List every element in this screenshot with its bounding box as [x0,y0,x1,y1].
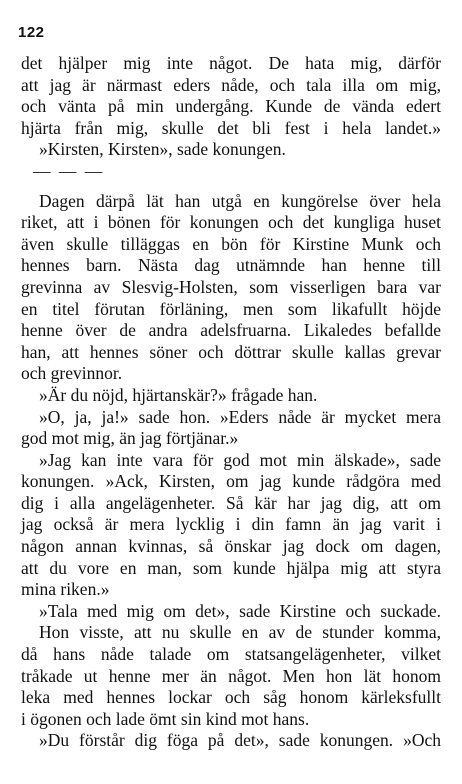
text-line: och grevinnor. [21,363,123,384]
text-line: att du vore en man, som kunde hjälpa mig att styra [21,557,441,578]
text-line: »Jag kan inte vara för god mot min älskade», sade [39,449,441,470]
text-line: han, att hennes söner och döttrar skulle kallas grevar [21,341,441,362]
text-line: någon annan kvinnas, så önskar jag dock om dagen, [21,536,441,557]
text-line: grevinna av Slesvig-Holsten, som visserligen bara var [21,276,441,297]
text-line: god mot mig, än jag förtjänar.» [21,428,239,449]
text-line: »O, ja, ja!» sade hon. »Eders nåde är mycket mera [39,406,441,427]
text-line: Hon visste, att nu skulle en av de stunder komma, [39,622,441,643]
text-line: henne över de andra adelsfruarna. Likaledes befallde [21,320,441,341]
section-break: — — — [33,160,105,181]
text-line: »Tala med mig om det», sade Kirstine och suckade. [39,600,441,621]
text-line: och vänta på min undergång. Kunde de vända edert [21,96,441,117]
text-line: att jag är närmast eders nåde, och tala illa om mig, [21,74,441,95]
text-line: tråkade ut henne mer än något. Men hon lät honom [21,665,441,686]
body-text [21,53,441,752]
text-line: Dagen därpå lät han utgå en kungörelse över hela [39,190,441,211]
text-line: en titel förutan förläning, men som likafullt höjde [21,298,441,319]
text-line: »Du förstår dig föga på det», sade konungen. »Och [39,730,441,751]
text-line: hjärta från mig, skulle det bli fest i hela landet.» [21,117,441,138]
text-line: riket, att i bönen för konungen och det kungliga huset [21,212,441,233]
text-line: leka med hennes lockar och såg honom kärleksfullt [21,687,441,708]
text-line: då hans nåde talade om statsangelägenheter, vilket [21,644,441,665]
paragraph-gap [21,183,441,191]
text-line: det hjälper mig inte något. De hata mig, därför [21,53,441,73]
text-line: mina riken.» [21,579,110,600]
text-line: konungen. »Ack, Kirsten, om jag kunde rådgöra med [21,471,441,492]
text-line: »Kirsten, Kirsten», sade konungen. [39,139,286,160]
text-line: även skulle tilläggas en bön för Kirstine Munk och [21,233,441,254]
text-line: »Är du nöjd, hjärtanskär?» frågade han. [39,384,318,405]
text-line: hennes barn. Nästa dag utnämnde han henne till [21,255,441,276]
page-number: 122 [18,24,45,41]
text-line: dig i alla angelägenheter. Så kär har jag dig, att om [21,492,441,513]
text-line: i ögonen och lade ömt sin kind mot hans. [21,708,310,729]
text-line: jag också är mera lycklig i din famn än jag varit i [21,514,441,535]
